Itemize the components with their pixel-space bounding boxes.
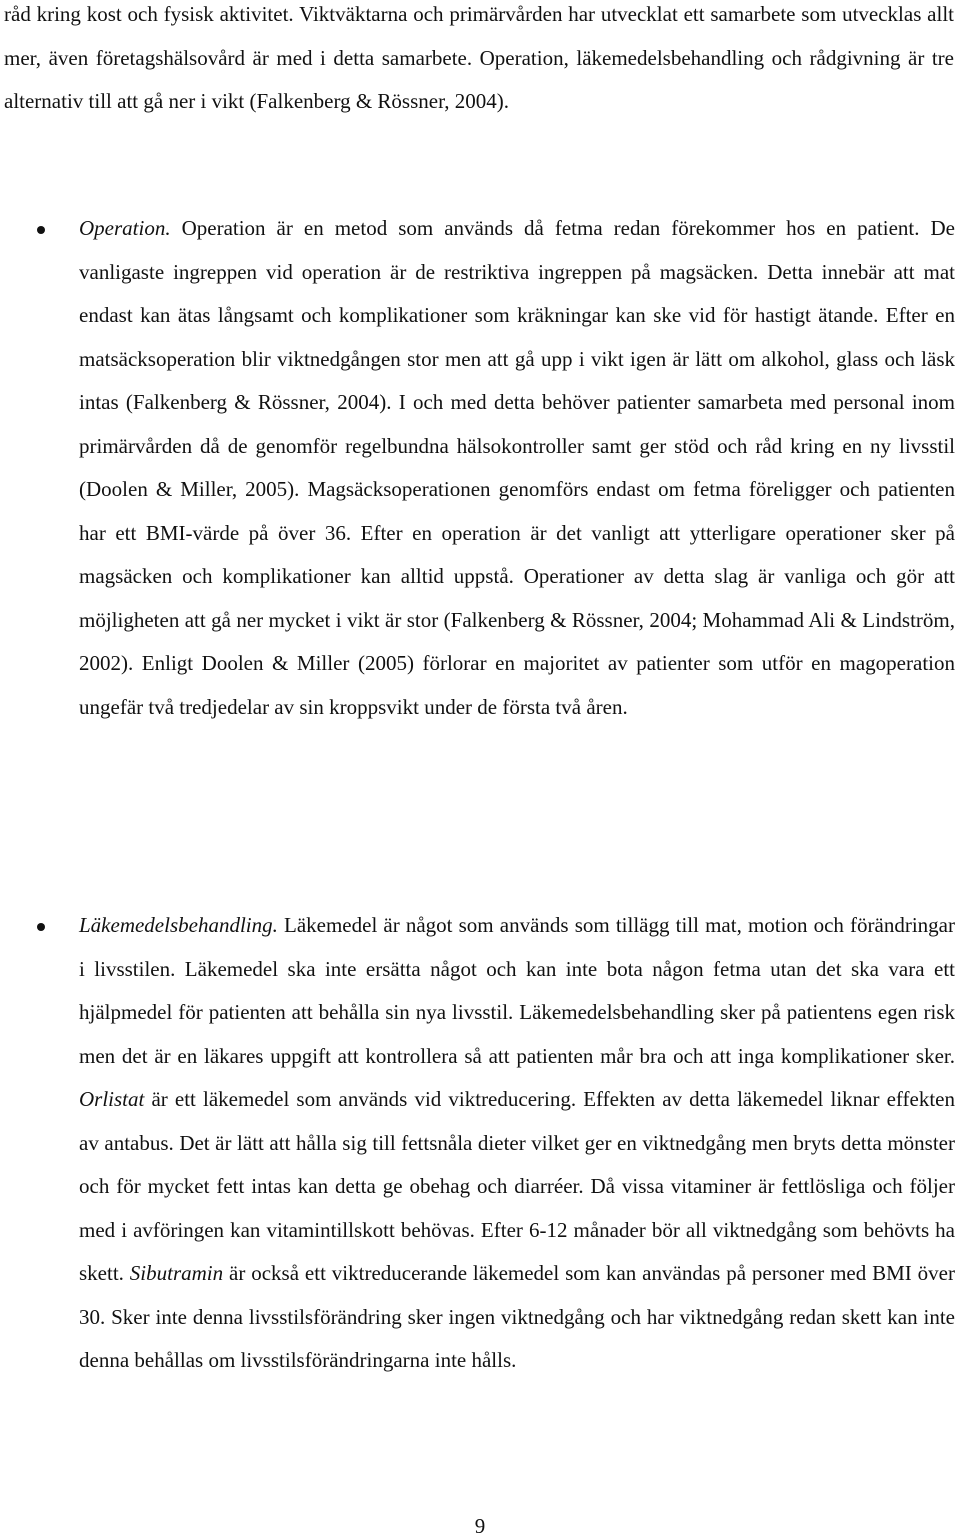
medication-paragraph bbox=[79, 904, 955, 1383]
bullet-icon bbox=[37, 226, 45, 234]
page-number: 9 bbox=[474, 1514, 486, 1538]
drug-name-orlistat: Orlistat bbox=[79, 1087, 145, 1111]
operation-heading: Operation. bbox=[79, 216, 171, 240]
medication-body-part-1: Läkemedel är något som används som tillägg till mat, motion och förändringar i livsstilen. Läkemedel ska inte ersätta något och kan inte bota någon fetma utan det ska vara ett hjälpmedel för patienten att behålla sin nya livsstil. Läkemedelsbehandling sker på patientens egen risk men det är en läkares uppgift att kontrollera så att patienten mår bra och att inga komplikationer sker. bbox=[79, 913, 955, 1068]
medication-body-part-3: är också ett viktreducerande läkemedel som kan användas på personer med BMI över 30. Sker inte denna livsstilsförändring sker ingen viktnedgång och har viktnedgång redan skett kan inte denna behållas om livsstilsförändringarna inte hålls. bbox=[79, 1261, 955, 1372]
operation-paragraph bbox=[79, 207, 955, 729]
intro-paragraph: råd kring kost och fysisk aktivitet. Viktväktarna och primärvården har utvecklat ett samarbete som utvecklas allt mer, även företagshälsovård är med i detta samarbete. Operation, läkemedelsbehandling och rådgivning är tre alternativ till att gå ner i vikt (Falkenberg & Rössner, 2004). bbox=[4, 2, 954, 113]
operation-body: Operation är en metod som används då fetma redan förekommer hos en patient. De vanligaste ingreppen vid operation är de restriktiva ingreppen på magsäcken. Detta innebär att mat endast kan ätas långsamt och komplikationer som kräkningar kan ske vid för hastigt ätande. Efter en matsäcksoperation blir viktnedgången stor men att gå upp i vikt igen är lätt om alkohol, glass och läsk intas (Falkenberg & Rössner, 2004). I och med detta behöver patienter samarbeta med personal inom primärvården då de genomför regelbundna hälsokontroller samt ger stöd och råd kring en ny livsstil (Doolen & Miller, 2005). Magsäcksoperationen genomförs endast om fetma föreligger och patienten har ett BMI-värde på över 36. Efter en operation är det vanligt att ytterligare operationer sker på magsäcken och komplikationer kan alltid uppstå. Operationer av detta slag är vanliga och gör att möjligheten att gå ner mycket i vikt är stor (Falkenberg & Rössner, 2004; Mohammad Ali & Lindström, 2002). Enligt Doolen & Miller (2005) förlorar en majoritet av patienter som utför en magoperation ungefär två tredjedelar av sin kroppsvikt under de första två åren. bbox=[79, 216, 955, 719]
medication-body-part-2: är ett läkemedel som används vid viktreducering. Effekten av detta läkemedel liknar effekten av antabus. Det är lätt att hålla sig till fettsnåla dieter vilket ger en viktnedgång men bryts detta mönster och för mycket fett intas kan detta ge obehag och diarréer. Då vissa vitaminer är fettlösliga och följer med i avföringen kan vitamintillskott behövas. Efter 6-12 månader bör all viktnedgång som behövts ha skett. bbox=[79, 1087, 955, 1285]
medication-heading: Läkemedelsbehandling. bbox=[79, 913, 278, 937]
drug-name-sibutramin: Sibutramin bbox=[129, 1261, 224, 1285]
bullet-icon bbox=[37, 923, 45, 931]
